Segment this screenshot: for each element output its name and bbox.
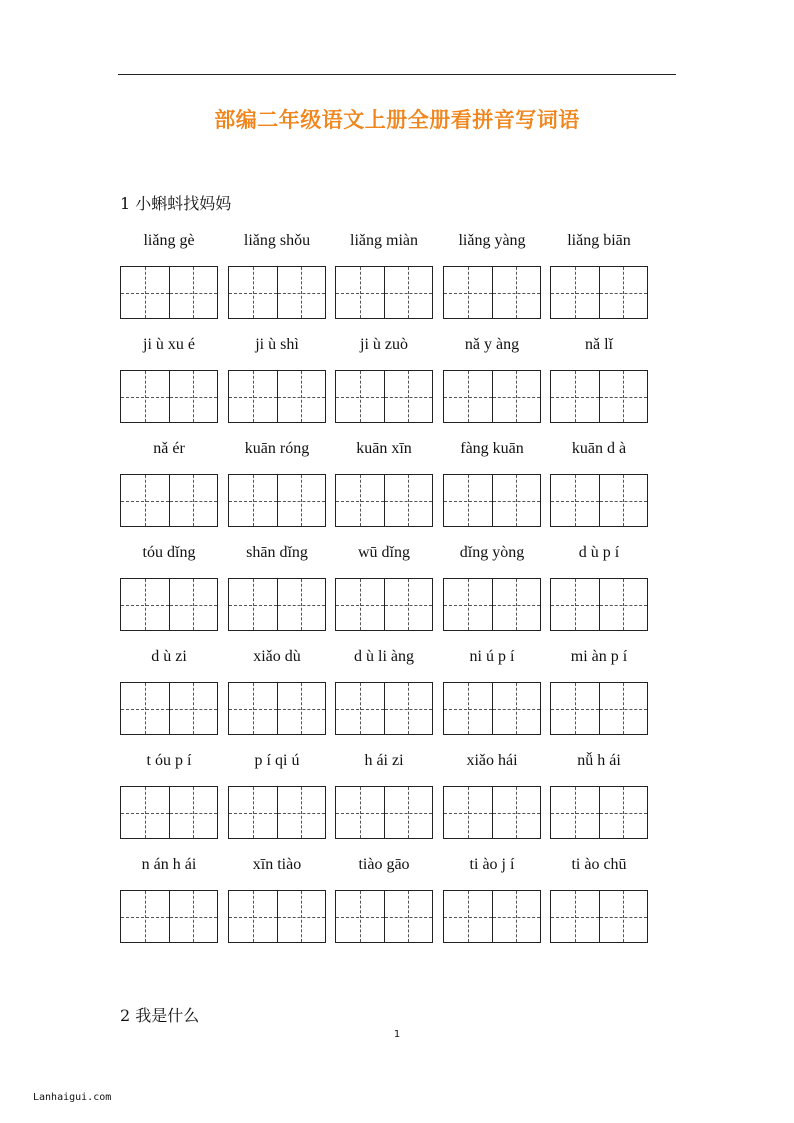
word-cell: [228, 749, 326, 773]
writing-square[interactable]: [229, 475, 277, 526]
writing-box[interactable]: [550, 474, 648, 527]
writing-square[interactable]: [444, 891, 492, 942]
writing-square[interactable]: [551, 267, 599, 318]
writing-square[interactable]: [121, 371, 169, 422]
writing-square[interactable]: [121, 787, 169, 838]
writing-square[interactable]: [599, 371, 648, 422]
writing-box[interactable]: [120, 578, 218, 631]
writing-box[interactable]: [550, 578, 648, 631]
writing-square[interactable]: [169, 683, 218, 734]
pinyin-label: d ù li àng: [354, 648, 414, 665]
pinyin-label: nǎ y àng: [464, 336, 520, 353]
writing-square[interactable]: [277, 475, 326, 526]
writing-square[interactable]: [551, 371, 599, 422]
writing-box[interactable]: [335, 890, 433, 943]
section-heading-1: 1 小蝌蚪找妈妈: [120, 194, 232, 213]
writing-square[interactable]: [336, 683, 384, 734]
writing-square[interactable]: [599, 579, 648, 630]
writing-box[interactable]: [335, 266, 433, 319]
pinyin-label: xīn tiào: [252, 856, 302, 873]
pinyin-label: nǎ lǐ: [585, 336, 613, 353]
writing-square[interactable]: [384, 371, 433, 422]
pinyin-label: h ái zi: [364, 752, 404, 769]
word-cell: [443, 437, 541, 461]
word-cell: [120, 541, 218, 565]
pinyin-label: kuān d à: [571, 440, 627, 457]
writing-square[interactable]: [384, 787, 433, 838]
pinyin-label: tiào gāo: [358, 856, 410, 873]
writing-box[interactable]: [120, 266, 218, 319]
writing-square[interactable]: [599, 787, 648, 838]
writing-square[interactable]: [444, 371, 492, 422]
writing-square[interactable]: [551, 891, 599, 942]
pinyin-label: kuān róng: [244, 440, 310, 457]
word-cell: [228, 437, 326, 461]
writing-square[interactable]: [121, 579, 169, 630]
writing-square[interactable]: [121, 891, 169, 942]
writing-box[interactable]: [335, 370, 433, 423]
writing-square[interactable]: [336, 475, 384, 526]
writing-square[interactable]: [599, 683, 648, 734]
writing-square[interactable]: [551, 683, 599, 734]
writing-square[interactable]: [169, 475, 218, 526]
writing-square[interactable]: [551, 579, 599, 630]
pinyin-label: liǎng miàn: [350, 232, 418, 249]
writing-square[interactable]: [229, 267, 277, 318]
pinyin-label: liǎng yàng: [458, 232, 526, 249]
writing-square[interactable]: [277, 579, 326, 630]
header-rule: [118, 74, 676, 75]
page-title: 部编二年级语文上册全册看拼音写词语: [214, 108, 580, 132]
pinyin-label: n án h ái: [141, 856, 197, 873]
pinyin-label: shān dǐng: [246, 544, 308, 561]
word-cell: [443, 229, 541, 253]
exercise-row: [120, 229, 650, 333]
pinyin-label: ti ào chū: [571, 856, 627, 873]
word-cell: [120, 333, 218, 357]
pinyin-label: xiǎo hái: [466, 752, 518, 769]
pinyin-label: ti ào j í: [469, 856, 515, 873]
pinyin-label: nǚ h ái: [577, 752, 621, 769]
writing-box[interactable]: [228, 370, 326, 423]
writing-square[interactable]: [169, 579, 218, 630]
writing-square[interactable]: [169, 891, 218, 942]
word-cell: [443, 853, 541, 877]
writing-square[interactable]: [121, 683, 169, 734]
writing-square[interactable]: [229, 787, 277, 838]
writing-square[interactable]: [444, 475, 492, 526]
pinyin-label: kuān xīn: [356, 440, 412, 457]
writing-square[interactable]: [336, 579, 384, 630]
writing-box[interactable]: [228, 578, 326, 631]
word-cell: [335, 541, 433, 565]
pinyin-label: nǎ ér: [153, 440, 185, 457]
writing-square[interactable]: [444, 267, 492, 318]
writing-square[interactable]: [444, 579, 492, 630]
writing-square[interactable]: [277, 787, 326, 838]
writing-square[interactable]: [169, 267, 218, 318]
pinyin-label: dǐng yòng: [459, 544, 525, 561]
word-cell: [550, 645, 648, 669]
pinyin-label: d ù zi: [151, 648, 187, 665]
word-cell: [228, 541, 326, 565]
writing-box[interactable]: [228, 474, 326, 527]
writing-square[interactable]: [169, 371, 218, 422]
writing-box[interactable]: [120, 890, 218, 943]
section-heading-2: 2 我是什么: [120, 1006, 200, 1025]
writing-square[interactable]: [599, 475, 648, 526]
pinyin-label: liǎng biān: [567, 232, 631, 249]
writing-square[interactable]: [492, 267, 541, 318]
writing-box[interactable]: [228, 266, 326, 319]
writing-square[interactable]: [229, 683, 277, 734]
writing-square[interactable]: [384, 475, 433, 526]
pinyin-label: liǎng gè: [143, 232, 195, 249]
word-cell: [120, 749, 218, 773]
writing-square[interactable]: [492, 683, 541, 734]
word-cell: [443, 541, 541, 565]
word-cell: [335, 437, 433, 461]
word-cell: [550, 853, 648, 877]
word-cell: [120, 645, 218, 669]
site-watermark: Lanhaigui.com: [33, 1092, 112, 1103]
writing-square[interactable]: [492, 475, 541, 526]
writing-square[interactable]: [277, 683, 326, 734]
exercise-row: [120, 333, 650, 437]
writing-box[interactable]: [550, 370, 648, 423]
pinyin-label: p í qi ú: [254, 752, 300, 769]
word-cell: [228, 853, 326, 877]
writing-square[interactable]: [229, 891, 277, 942]
writing-box[interactable]: [550, 266, 648, 319]
writing-square[interactable]: [121, 267, 169, 318]
writing-box[interactable]: [550, 786, 648, 839]
writing-box[interactable]: [550, 682, 648, 735]
word-cell: [228, 229, 326, 253]
writing-square[interactable]: [336, 787, 384, 838]
word-cell: [335, 229, 433, 253]
writing-square[interactable]: [492, 787, 541, 838]
pinyin-label: ji ù xu é: [143, 336, 195, 353]
word-cell: [443, 333, 541, 357]
writing-square[interactable]: [599, 267, 648, 318]
pinyin-label: d ù p í: [578, 544, 620, 561]
writing-box[interactable]: [120, 786, 218, 839]
writing-square[interactable]: [492, 371, 541, 422]
writing-box[interactable]: [550, 890, 648, 943]
writing-square[interactable]: [336, 891, 384, 942]
writing-square[interactable]: [551, 787, 599, 838]
writing-square[interactable]: [277, 371, 326, 422]
writing-square[interactable]: [384, 267, 433, 318]
exercise-row: [120, 645, 650, 749]
pinyin-label: ni ú p í: [469, 648, 515, 665]
writing-square[interactable]: [229, 371, 277, 422]
writing-square[interactable]: [599, 891, 648, 942]
word-cell: [335, 333, 433, 357]
word-cell: [335, 853, 433, 877]
pinyin-label: ji ù zuò: [360, 336, 408, 353]
word-cell: [550, 229, 648, 253]
exercise-row: [120, 541, 650, 645]
writing-square[interactable]: [384, 683, 433, 734]
writing-square[interactable]: [551, 475, 599, 526]
writing-box[interactable]: [228, 682, 326, 735]
exercise-row: [120, 749, 650, 853]
word-cell: [228, 645, 326, 669]
pinyin-label: tóu dǐng: [142, 544, 196, 561]
writing-box[interactable]: [443, 474, 541, 527]
writing-box[interactable]: [335, 682, 433, 735]
writing-square[interactable]: [277, 267, 326, 318]
pinyin-label: wū dǐng: [358, 544, 410, 561]
writing-square[interactable]: [121, 475, 169, 526]
writing-square[interactable]: [336, 371, 384, 422]
writing-square[interactable]: [492, 891, 541, 942]
writing-box[interactable]: [335, 578, 433, 631]
word-cell: [550, 333, 648, 357]
writing-box[interactable]: [335, 786, 433, 839]
word-cell: [443, 645, 541, 669]
word-cell: [335, 645, 433, 669]
writing-square[interactable]: [384, 891, 433, 942]
writing-box[interactable]: [443, 370, 541, 423]
writing-box[interactable]: [228, 890, 326, 943]
exercise-row: [120, 853, 650, 957]
word-cell: [120, 229, 218, 253]
writing-box[interactable]: [120, 370, 218, 423]
writing-square[interactable]: [277, 891, 326, 942]
pinyin-label: xiǎo dù: [253, 648, 301, 665]
word-cell: [550, 437, 648, 461]
writing-square[interactable]: [384, 579, 433, 630]
writing-box[interactable]: [228, 786, 326, 839]
word-cell: [120, 437, 218, 461]
page-number: 1: [393, 1029, 401, 1040]
writing-box[interactable]: [443, 578, 541, 631]
word-cell: [550, 541, 648, 565]
pinyin-label: fàng kuān: [460, 440, 524, 457]
writing-box[interactable]: [443, 890, 541, 943]
word-cell: [550, 749, 648, 773]
pinyin-exercise-grid: [120, 229, 650, 957]
pinyin-label: t óu p í: [146, 752, 192, 769]
writing-box[interactable]: [443, 682, 541, 735]
writing-box[interactable]: [443, 786, 541, 839]
writing-square[interactable]: [229, 579, 277, 630]
word-cell: [443, 749, 541, 773]
writing-square[interactable]: [444, 787, 492, 838]
writing-box[interactable]: [443, 266, 541, 319]
pinyin-label: liǎng shǒu: [243, 232, 311, 249]
pinyin-label: ji ù shì: [255, 336, 299, 353]
word-cell: [120, 853, 218, 877]
writing-box[interactable]: [120, 682, 218, 735]
writing-square[interactable]: [169, 787, 218, 838]
writing-box[interactable]: [335, 474, 433, 527]
writing-square[interactable]: [444, 683, 492, 734]
word-cell: [228, 333, 326, 357]
writing-square[interactable]: [492, 579, 541, 630]
writing-square[interactable]: [336, 267, 384, 318]
exercise-row: [120, 437, 650, 541]
writing-box[interactable]: [120, 474, 218, 527]
pinyin-label: mi àn p í: [570, 648, 628, 665]
word-cell: [335, 749, 433, 773]
